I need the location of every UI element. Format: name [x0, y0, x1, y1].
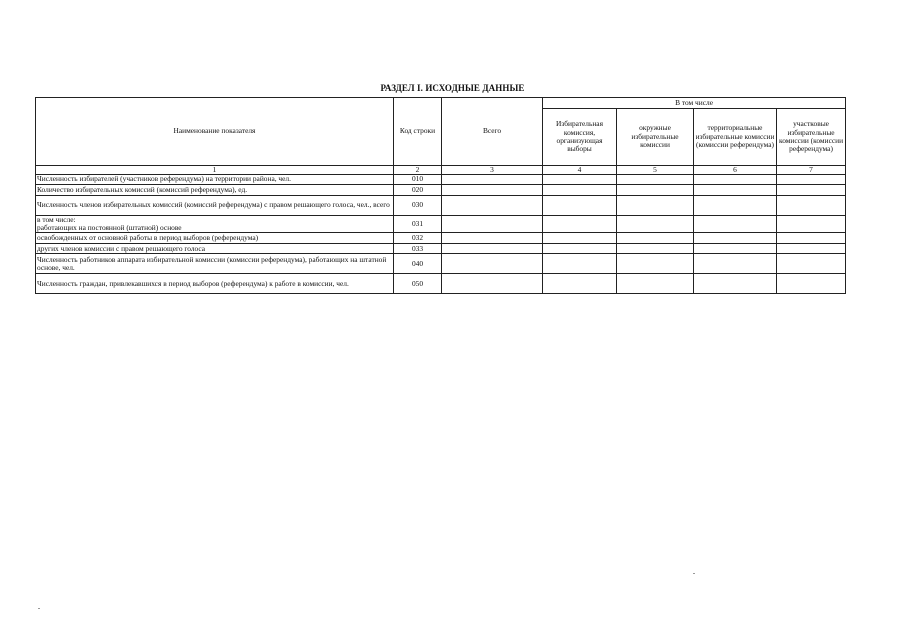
- row-code: 010: [394, 175, 442, 185]
- value-cell: [442, 274, 543, 294]
- header-line-code: Код строки: [394, 98, 442, 166]
- scan-speck: [693, 573, 695, 574]
- value-cell: [617, 175, 694, 185]
- column-number: 3: [442, 166, 543, 175]
- value-cell: [777, 233, 846, 244]
- value-cell: [694, 175, 777, 185]
- row-name: работающих на постоянной (штатной) основе: [36, 224, 394, 233]
- source-data-table: [35, 97, 846, 294]
- value-cell: [694, 185, 777, 196]
- row-code: 040: [394, 254, 442, 274]
- table-row: [36, 244, 846, 254]
- value-cell: [694, 233, 777, 244]
- value-cell: [442, 185, 543, 196]
- header-total: Всего: [442, 98, 543, 166]
- table-row: [36, 175, 846, 185]
- value-cell: [543, 185, 617, 196]
- row-name: Численность членов избирательных комиссий (комиссий референдума) с правом решающего голоса, чел., всего: [36, 196, 394, 216]
- row-code: 050: [394, 274, 442, 294]
- value-cell: [617, 254, 694, 274]
- row-name: других членов комиссии с правом решающего голоса: [36, 244, 394, 254]
- value-cell: [543, 196, 617, 216]
- value-cell: [617, 274, 694, 294]
- column-number: 4: [543, 166, 617, 175]
- value-cell: [694, 244, 777, 254]
- value-cell: [442, 196, 543, 216]
- value-cell: [543, 274, 617, 294]
- row-code: 020: [394, 185, 442, 196]
- row-code: 031: [394, 216, 442, 233]
- value-cell: [617, 216, 694, 233]
- value-cell: [617, 244, 694, 254]
- table-row: [36, 274, 846, 294]
- value-cell: [694, 216, 777, 233]
- value-cell: [617, 233, 694, 244]
- row-code: 033: [394, 244, 442, 254]
- row-name: в том числе:: [36, 216, 394, 225]
- row-name: Численность граждан, привлекавшихся в период выборов (референдума) к работе в комиссии, чел.: [36, 274, 394, 294]
- header-indicator-name: Наименование показателя: [36, 98, 394, 166]
- header-organizing-commission: Избирательная комиссия, организующая выборы: [543, 109, 617, 166]
- value-cell: [617, 185, 694, 196]
- value-cell: [543, 233, 617, 244]
- value-cell: [777, 274, 846, 294]
- value-cell: [543, 216, 617, 233]
- value-cell: [777, 175, 846, 185]
- row-code: 032: [394, 233, 442, 244]
- column-number: 2: [394, 166, 442, 175]
- column-number: 7: [777, 166, 846, 175]
- value-cell: [543, 244, 617, 254]
- header-territorial-commissions: территориальные избирательные комиссии (комиссии референдума): [694, 109, 777, 166]
- value-cell: [777, 254, 846, 274]
- header-precinct-commissions: участковые избирательные комиссии (комиссии референдума): [777, 109, 846, 166]
- value-cell: [617, 196, 694, 216]
- row-name: Численность избирателей (участников референдума) на территории района, чел.: [36, 175, 394, 185]
- value-cell: [777, 185, 846, 196]
- table-row: [36, 233, 846, 244]
- header-district-commissions: окружные избирательные комиссии: [617, 109, 694, 166]
- value-cell: [442, 216, 543, 233]
- table-row: [36, 254, 846, 274]
- column-number: 1: [36, 166, 394, 175]
- row-name: освобожденных от основной работы в период выборов (референдума): [36, 233, 394, 244]
- table-row: [36, 196, 846, 216]
- column-number: 6: [694, 166, 777, 175]
- row-name: Численность работников аппарата избирательной комиссии (комиссии референдума), работающих на штатной основе, чел.: [36, 254, 394, 274]
- value-cell: [543, 175, 617, 185]
- value-cell: [442, 233, 543, 244]
- scan-speck: [38, 608, 40, 609]
- table-row: [36, 185, 846, 196]
- value-cell: [442, 175, 543, 185]
- column-number-row: [36, 166, 846, 175]
- table-row: [36, 216, 846, 225]
- row-name: Количество избирательных комиссий (комиссий референдума), ед.: [36, 185, 394, 196]
- value-cell: [694, 196, 777, 216]
- value-cell: [543, 254, 617, 274]
- value-cell: [442, 254, 543, 274]
- row-code: 030: [394, 196, 442, 216]
- header-including: В том числе: [543, 98, 846, 109]
- value-cell: [442, 244, 543, 254]
- value-cell: [777, 196, 846, 216]
- value-cell: [694, 274, 777, 294]
- value-cell: [777, 244, 846, 254]
- section-title: РАЗДЕЛ I. ИСХОДНЫЕ ДАННЫЕ: [380, 83, 525, 93]
- value-cell: [694, 254, 777, 274]
- value-cell: [777, 216, 846, 233]
- column-number: 5: [617, 166, 694, 175]
